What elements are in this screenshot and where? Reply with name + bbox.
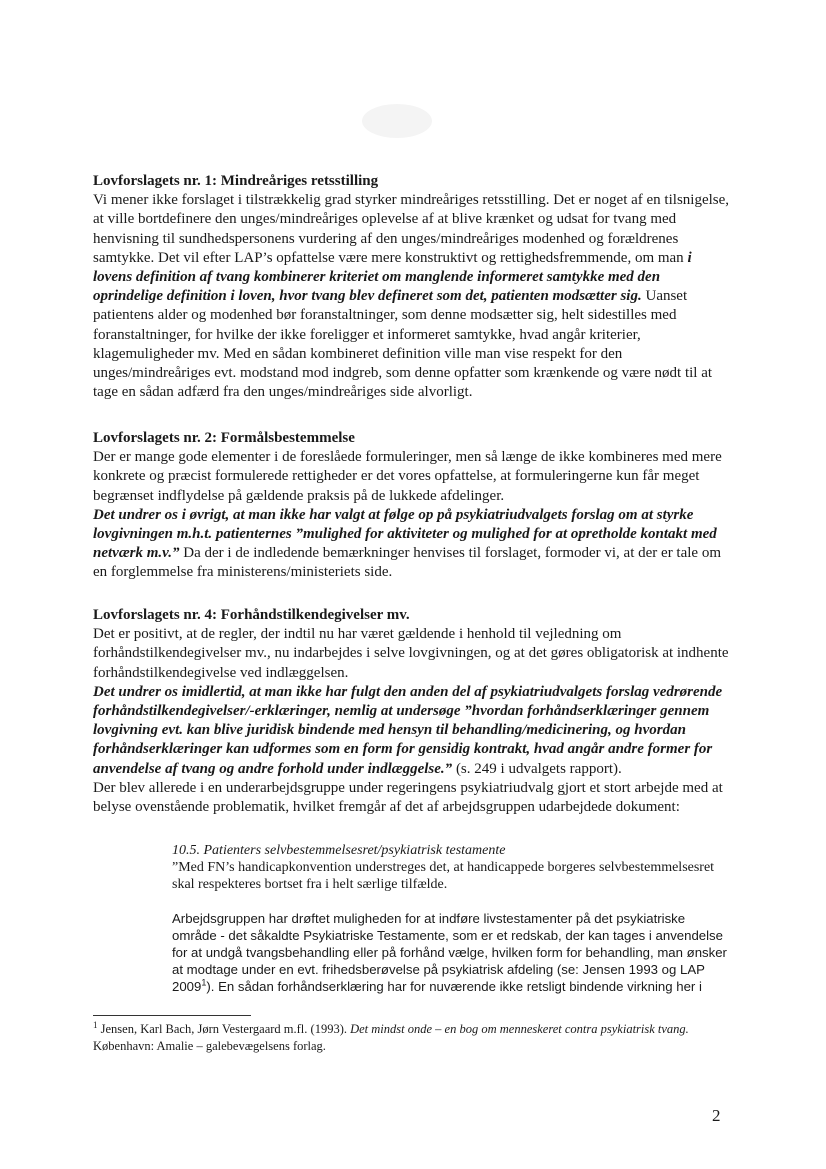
section-3-text-c: Der blev allerede i en underarbejdsgruppe under regeringens psykiatriudvalg gjort et stort arbejde med at belyse ovenstående problematik, hvilket fremgår af det af arbejdsgruppen udarbejdede dokument:: [93, 779, 723, 816]
section-2-emphasis-para: [93, 506, 733, 583]
footnote: [93, 1021, 753, 1055]
section-1-text-b: Uanset patientens alder og modenhed bør foranstaltninger, som denne modsætter sig, helt sidestilles med foranstaltninger, for hvilke der ikke foreligger et informeret samtykke, hvad angår kriterier, klagemuligheder mv. Med en sådan kombineret definition ville man vise respekt for den unges/mindreåriges evt. modstand mod indgreb, som denne opfatter som krænkende og være nødt til at tage en sådan adfærd fra den unges/mindreåriges side alvorligt.: [93, 288, 713, 401]
page-number: 2: [712, 1106, 721, 1125]
section-1: [93, 172, 733, 402]
footnote-title: Det mindst onde – en bog om menneskeret contra psykiatrisk tvang.: [350, 1022, 689, 1036]
section-2-body: Der er mange gode elementer i de foreslåede formuleringer, men så længe de ikke kombineres med mere konkrete og præcist formulerede rettigheder er det vores opfattelse, at formuleringerne kun får meget begrænset indflydelse på gældende praksis på de lukkede afdelinger.: [93, 449, 722, 504]
quote-body: [172, 910, 732, 995]
quoted-excerpt: [172, 842, 732, 995]
section-3: [93, 606, 733, 817]
section-3-body: Det er positivt, at de regler, der indtil nu har været gældende i henhold til vejledning om forhåndstilkendegivelser mv., nu indarbejdes i selve lovgivningen, og at det gøres obligatorisk at indhente forhåndstilkendegivelse ved indlæggelsen.: [93, 626, 729, 681]
section-3-heading: Lovforslagets nr. 4: Forhåndstilkendegivelser mv.: [93, 607, 410, 623]
quote-body-end: ). En sådan forhåndserklæring har for nuværende ikke retsligt bindende virkning her i: [206, 979, 702, 994]
section-2-heading: Lovforslagets nr. 2: Formålsbestemmelse: [93, 430, 355, 446]
section-1-emphasis: i lovens definition af tvang kombinerer kriteriet om manglende informeret samtykke med den oprindelige definition i loven, hvor tvang blev defineret som det, patienten modsætter sig.: [93, 249, 692, 305]
quote-body-text: Arbejdsgruppen har drøftet muligheden for at indføre livstestamenter på det psykiatriske område - det såkaldte Psykiatriske Testamente, som er et redskab, der kan tages i anvendelse for at undgå tvangsbehandling eller på forhånd vælge, hvilken form for behandling, man ønsker at modtage under en evt. frihedsberøvelse på psykiatrisk afdeling (se: Jensen 1993 og LAP 2009: [172, 911, 727, 994]
footnote-publisher: København: Amalie – galebevægelsens forlag.: [93, 1039, 326, 1053]
footnote-authors: Jensen, Karl Bach, Jørn Vestergaard m.fl. (1993).: [97, 1022, 351, 1036]
footnote-divider: [93, 1015, 251, 1016]
section-1-text-a: Vi mener ikke forslaget i tilstrækkelig grad styrker mindreåriges retsstilling. Det er noget af en tilsnigelse, at ville bortdefinere den unges/mindreåriges oplevelse af at blive krænket og udsat for tvang med henvisning til sundhedspersonens vurdering af den unges/mindreåriges modenhed og forældrenes samtykke. Det vil efter LAP’s opfattelse være mere konstruktivt og rettighedsfremmende, om man: [93, 192, 730, 266]
section-2-emphasis: Det undrer os i øvrigt, at man ikke har valgt at følge op på psykiatriudvalgets forslag om at styrke lovgivningen m.h.t. patienternes ”mulighed for aktiviteter og mulighed for at opretholde kontakt med netværk m.v.”: [93, 506, 717, 562]
section-2-text-b: Da der i de indledende bemærkninger henvises til forslaget, formoder vi, at der er tale om en forglemmelse fra ministerens/ministeriets side.: [93, 545, 722, 581]
footnote-marker: 1: [93, 1019, 98, 1030]
section-1-body: [93, 191, 733, 402]
section-3-emphasis: Det undrer os imidlertid, at man ikke har fulgt den anden del af psykiatriudvalgets forslag vedrørende forhåndstilkendegivelser/-erklæringer, nemlig at undersøge ”hvordan forhåndserklæringer gennem lovgivning evt. kan blive juridisk bindende med hensyn til behandling/medicinering, og hvordan forhåndserklæringer kan udformes som en form for gensidig kontrakt, hvad angår andre former for anvendelse af tvang og andre forhold under indlæggelse.”: [93, 683, 723, 777]
section-1-heading: Lovforslagets nr. 1: Mindreåriges retsstilling: [93, 173, 379, 189]
quote-title: 10.5. Patienters selvbestemmelsesret/psykiatrisk testamente: [172, 843, 506, 858]
quote-intro: ”Med FN’s handicapkonvention understreges det, at handicappede borgeres selvbestemmelsesret skal respekteres bortset fra i helt særlige tilfælde.: [172, 860, 715, 892]
section-3-emphasis-para: [93, 683, 733, 779]
section-2: [93, 429, 733, 583]
scan-smudge: [362, 104, 432, 138]
footnote-ref: 1: [201, 977, 207, 988]
section-3-text-b: (s. 249 i udvalgets rapport).: [452, 760, 622, 777]
